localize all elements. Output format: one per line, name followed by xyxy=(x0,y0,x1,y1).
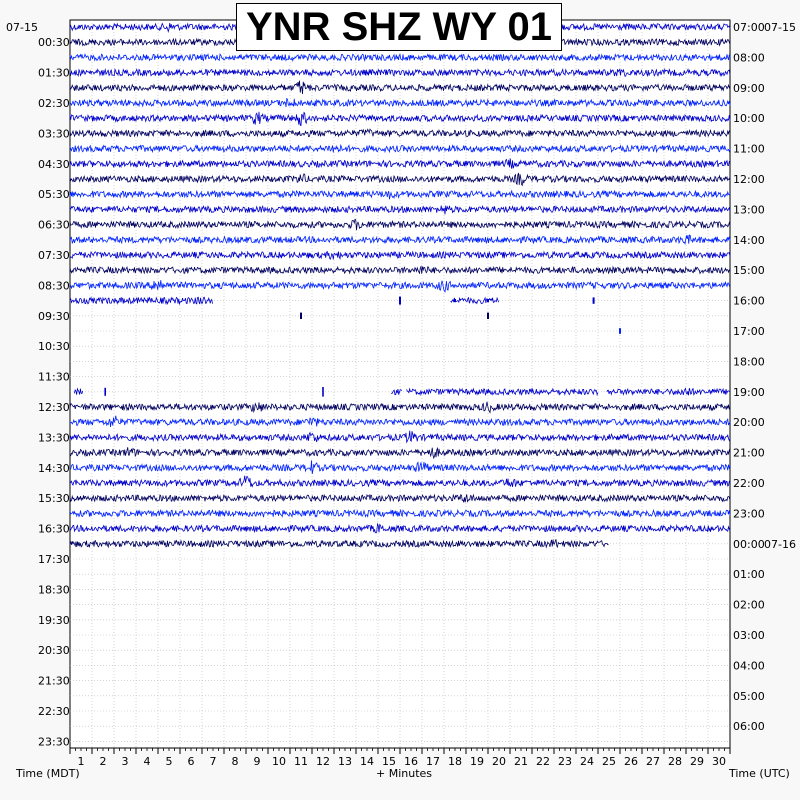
x-tick-label: 13 xyxy=(338,755,352,768)
x-tick-label: 19 xyxy=(470,755,484,768)
x-tick-label: 11 xyxy=(294,755,308,768)
left-hour-label: 12:30 xyxy=(38,401,70,414)
right-hour-label: 17:00 xyxy=(733,325,765,338)
left-hour-label: 11:30 xyxy=(38,370,70,384)
left-hour-label: 14:30 xyxy=(38,461,70,475)
x-tick-label: 1 xyxy=(77,755,85,768)
left-hour-label: 03:30 xyxy=(38,127,70,141)
left-hour-label: 20:30 xyxy=(38,644,70,658)
x-tick-label: 10 xyxy=(272,755,286,768)
right-hour-label: 13:00 xyxy=(733,203,765,217)
x-tick-label: 23 xyxy=(558,755,572,768)
x-tick-label: 17 xyxy=(426,755,440,768)
left-hour-label: 19:30 xyxy=(38,613,70,627)
left-axis-label: Time (MDT) xyxy=(16,767,80,780)
left-hour-label: 07:30 xyxy=(38,249,70,262)
right-hour-label: 06:00 xyxy=(733,720,765,734)
right-date-label: 07-15 xyxy=(764,21,796,34)
right-hour-label: 19:00 xyxy=(733,385,765,399)
x-tick-label: 25 xyxy=(602,755,616,768)
left-hour-label: 00:30 xyxy=(38,36,70,50)
right-hour-label: 12:00 xyxy=(733,173,765,186)
right-time-labels xyxy=(733,21,796,733)
x-tick-label: 27 xyxy=(646,755,660,768)
right-hour-label: 16:00 xyxy=(733,294,765,308)
x-tick-label: 26 xyxy=(624,755,638,768)
left-hour-label: 18:30 xyxy=(38,583,70,597)
x-tick-label: 22 xyxy=(536,755,550,768)
right-hour-label: 09:00 xyxy=(733,81,765,95)
chart-title: YNR SHZ WY 01 xyxy=(246,4,552,49)
x-axis-ticks xyxy=(70,748,730,768)
right-hour-label: 03:00 xyxy=(733,629,765,642)
right-hour-label: 21:00 xyxy=(733,446,765,460)
right-hour-label: 14:00 xyxy=(733,233,765,247)
x-tick-label: 14 xyxy=(360,755,374,768)
x-tick-label: 21 xyxy=(514,755,528,768)
left-date-label: 07-15 xyxy=(6,21,38,34)
x-tick-label: 24 xyxy=(580,755,594,768)
left-hour-label: 21:30 xyxy=(38,674,70,688)
left-hour-label: 10:30 xyxy=(38,340,70,354)
x-tick-label: 12 xyxy=(316,755,330,768)
left-time-labels xyxy=(38,36,70,748)
x-tick-label: 20 xyxy=(492,755,506,768)
left-hour-label: 04:30 xyxy=(38,157,70,171)
x-tick-label: 18 xyxy=(448,755,462,768)
right-axis-label: Time (UTC) xyxy=(729,767,790,780)
left-hour-label: 01:30 xyxy=(38,66,70,80)
x-tick-label: 28 xyxy=(668,755,682,768)
right-hour-label: 20:00 xyxy=(733,416,765,430)
left-hour-label: 05:30 xyxy=(38,188,70,202)
right-hour-label: 00:00 xyxy=(733,537,765,551)
x-tick-label: 5 xyxy=(165,755,173,768)
x-tick-label: 6 xyxy=(187,755,195,768)
left-hour-label: 08:30 xyxy=(38,279,70,293)
x-tick-label: 2 xyxy=(99,755,107,768)
left-hour-label: 13:30 xyxy=(38,431,70,445)
right-hour-label: 18:00 xyxy=(733,355,765,369)
right-hour-label: 08:00 xyxy=(733,51,765,65)
left-hour-label: 09:30 xyxy=(38,309,70,323)
x-tick-label: 16 xyxy=(404,755,418,768)
right-hour-label: 10:00 xyxy=(733,112,765,126)
right-hour-label: 22:00 xyxy=(733,477,765,490)
x-tick-label: 4 xyxy=(143,755,151,768)
left-hour-label: 23:30 xyxy=(38,735,70,749)
right-hour-label: 01:00 xyxy=(733,568,765,582)
x-tick-label: 29 xyxy=(690,755,704,768)
x-axis-label: + Minutes xyxy=(376,767,433,780)
left-hour-label: 15:30 xyxy=(38,492,70,506)
x-tick-label: 3 xyxy=(121,755,129,768)
x-tick-label: 15 xyxy=(382,755,396,768)
left-hour-label: 02:30 xyxy=(38,97,70,110)
left-hour-label: 17:30 xyxy=(38,553,70,566)
left-hour-label: 16:30 xyxy=(38,522,70,536)
x-tick-label: 7 xyxy=(209,755,217,768)
x-tick-label: 30 xyxy=(712,755,726,768)
right-hour-label: 23:00 xyxy=(733,507,765,521)
right-hour-label: 11:00 xyxy=(733,142,765,156)
right-date-change-label: 07-16 xyxy=(764,537,796,551)
right-hour-label: 07:00 xyxy=(733,21,765,34)
left-hour-label: 22:30 xyxy=(38,705,70,718)
title-box xyxy=(236,3,562,51)
right-hour-label: 02:00 xyxy=(733,598,765,612)
right-hour-label: 04:00 xyxy=(733,659,765,673)
right-hour-label: 15:00 xyxy=(733,264,765,278)
left-hour-label: 06:30 xyxy=(38,218,70,232)
right-hour-label: 05:00 xyxy=(733,689,765,703)
x-tick-label: 9 xyxy=(253,755,261,768)
x-tick-label: 8 xyxy=(231,755,239,768)
